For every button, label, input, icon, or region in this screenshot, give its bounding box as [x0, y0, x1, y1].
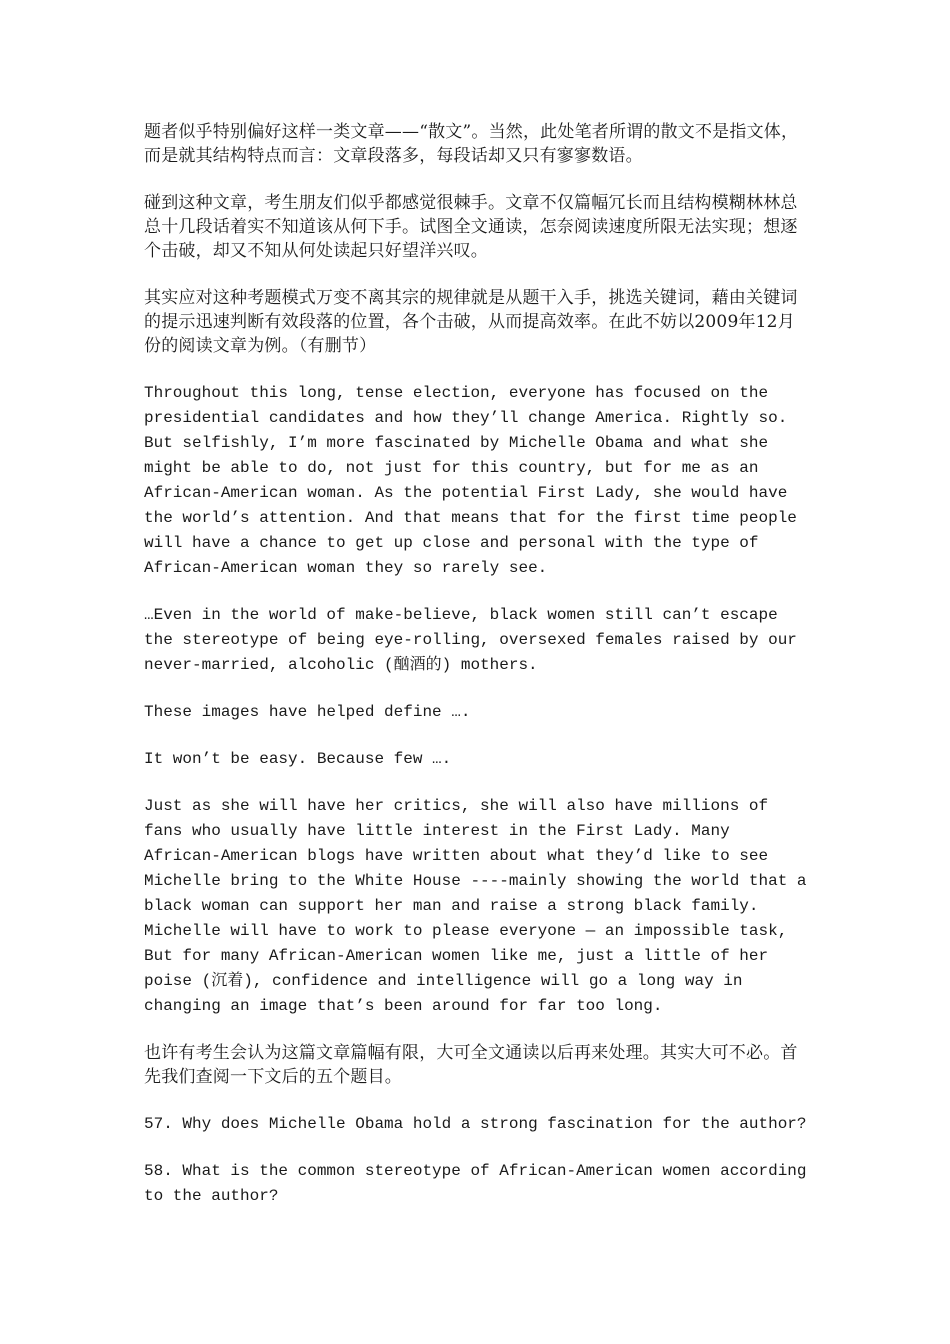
article-paragraph: These images have helped define …. [144, 703, 471, 721]
question-item: 57. Why does Michelle Obama hold a strong fascination for the author? [144, 1115, 807, 1133]
article-paragraph: It won’t be easy. Because few …. [144, 750, 452, 768]
analysis-paragraph: 也许有考生会认为这篇文章篇幅有限，大可全文通读以后再来处理。其实大可不必。首先我们查阅一下文后的五个题目。 [144, 1043, 798, 1087]
document-page [144, 120, 812, 1231]
article-paragraph: Just as she will have her critics, she will also have millions of fans who usually have little interest in the First Lady. Many African-American blogs have written about what they’d like to see Michelle bring to the White House ----mainly showing the world that a black woman can support her man and raise a strong black family. Michelle will have to work to please everyone — an impossible task, But for many African-American women like me, just a little of her poise (沉着), confidence and intelligence will go a long way in changing an image that’s been around for far too long. [144, 797, 807, 1015]
article-paragraph: Throughout this long, tense election, everyone has focused on the presidential candidates and how they’ll change America. Rightly so. But selfishly, I’m more fascinated by Michelle Obama and what she might be able to do, not just for this country, but for me as an African-American woman. As the potential First Lady, she would have the world’s attention. And that means that for the first time people will have a chance to get up close and personal with the type of African-American woman they so rarely see. [144, 384, 797, 577]
article-paragraph: …Even in the world of make-believe, black women still can’t escape the stereotype of being eye-rolling, oversexed females raised by our never-married, alcoholic (酗酒的) mothers. [144, 606, 797, 674]
intro-paragraph: 题者似乎特别偏好这样一类文章——“散文”。当然，此处笔者所谓的散文不是指文体，而是就其结构特点而言：文章段落多，每段话却又只有寥寥数语。 [144, 122, 799, 166]
intro-paragraph: 其实应对这种考题模式万变不离其宗的规律就是从题干入手，挑选关键词，藉由关键词的提示迅速判断有效段落的位置，各个击破，从而提高效率。在此不妨以2009年12月份的阅读文章为例。（有删节） [144, 288, 798, 356]
question-item: 58. What is the common stereotype of African-American women according to the author? [144, 1162, 807, 1205]
intro-paragraph: 碰到这种文章，考生朋友们似乎都感觉很棘手。文章不仅篇幅冗长而且结构模糊林林总总十几段话着实不知道该从何下手。试图全文通读，怎奈阅读速度所限无法实现；想逐个击破，却又不知从何处读起只好望洋兴叹。 [144, 193, 798, 261]
